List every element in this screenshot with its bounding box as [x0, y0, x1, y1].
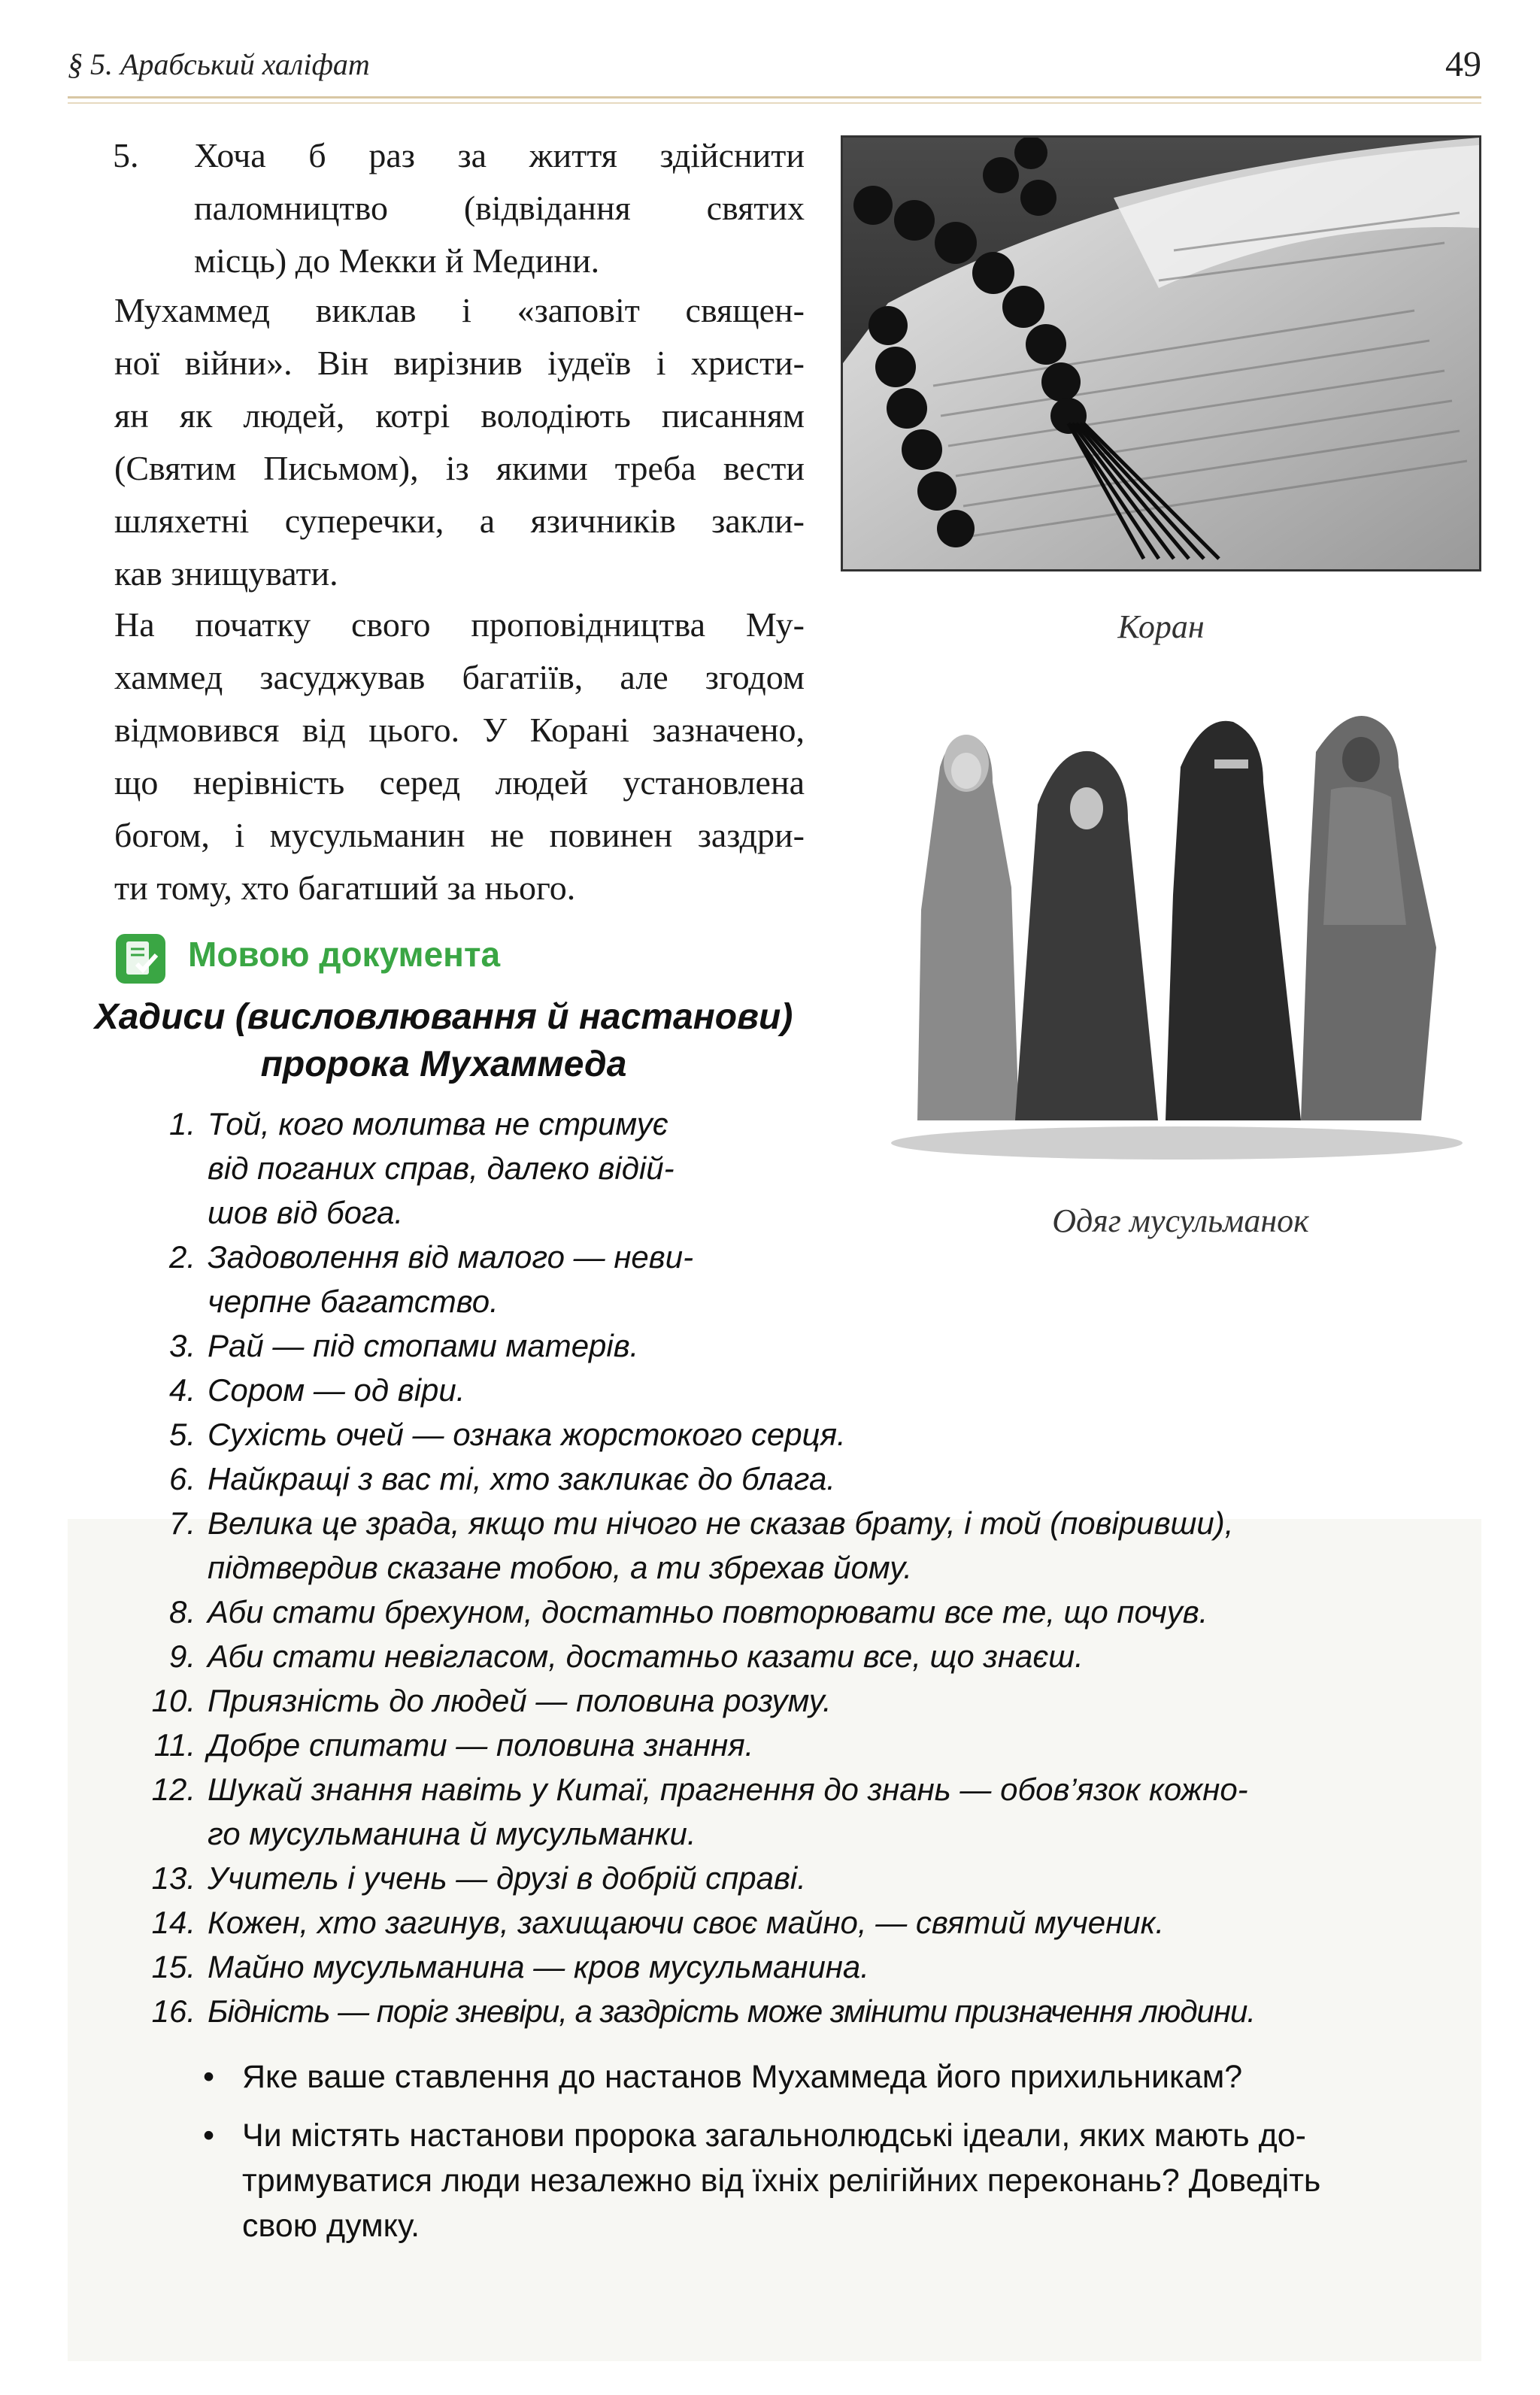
text-line: ти тому, хто багатший за нього.	[114, 869, 576, 907]
text-line: шляхетні суперечки, а язичників закли-	[114, 502, 805, 540]
list-item-text: шов від бога.	[208, 1195, 404, 1230]
list-item-text: Аби стати брехуном, достатньо повторювати все те, що почув.	[208, 1594, 1208, 1630]
list-item-text: Задоволення від малого — неви-	[208, 1239, 694, 1275]
list-item-body	[194, 129, 805, 287]
list-item-number: 15.	[151, 1949, 196, 1984]
question-text: свою думку.	[242, 2208, 420, 2244]
quran-illustration	[843, 138, 1479, 569]
text-line: кав знищувати.	[114, 554, 338, 593]
document-section-heading: Мовою документа	[188, 935, 501, 974]
text-line: відмовився від цього. У Корані зазначено,	[114, 711, 805, 749]
list-item-text: Сухість очей — ознака жорстокого серця.	[208, 1417, 846, 1452]
text-line: місць) до Мекки й Медини.	[194, 241, 600, 280]
list-item-number: 1.	[168, 1106, 196, 1141]
clothing-caption: Одяг мусульманок	[1052, 1202, 1309, 1239]
list-item-text: го мусульманина й мусульманки.	[208, 1816, 696, 1851]
list-item-number: 9.	[168, 1639, 196, 1674]
text-line: хаммед засуджував багатіїв, але згодом	[114, 658, 805, 696]
question-text: тримуватися люди незалежно від їхніх релігійних переконань? Доведіть	[242, 2163, 1321, 2199]
list-item-text: Приязність до людей — половина розуму.	[208, 1683, 832, 1718]
text-line: Мухаммед виклав і «заповіт священ-	[114, 291, 805, 329]
page-number: 49	[1445, 44, 1481, 84]
list-item-text: Шукай знання навіть у Китаї, прагнення до знань — обов’язок кожно-	[208, 1772, 1248, 1807]
list-item-text: підтвердив сказане тобою, а ти збрехав йому.	[208, 1550, 913, 1585]
list-item-text: Велика це зрада, якщо ти нічого не сказав брату, і той (повіривши),	[208, 1505, 1234, 1541]
quran-photo	[841, 135, 1481, 571]
muslim-women-clothing-photo	[880, 699, 1474, 1166]
list-item-number: 5.	[168, 1417, 196, 1452]
header-rule-secondary	[68, 102, 1481, 104]
list-item-number: 6.	[168, 1461, 196, 1496]
question-text: Яке ваше ставлення до настанов Мухаммеда його прихильникам?	[242, 2059, 1243, 2095]
text-line: ян як людей, котрі володіють писанням	[114, 396, 805, 435]
list-item-text: Сором — од віри.	[208, 1372, 465, 1408]
bullet: •	[203, 2059, 215, 2095]
list-item-number: 13.	[151, 1860, 196, 1896]
list-item-number: 11.	[153, 1727, 196, 1763]
list-item-text: Рай — під стопами матерів.	[208, 1328, 639, 1363]
quran-caption: Коран	[1117, 608, 1205, 645]
text-line: паломництво (відвідання святих	[194, 189, 805, 227]
muslim-women-illustration	[880, 699, 1474, 1166]
list-item-number: 8.	[168, 1594, 196, 1630]
document-title-line1: Хадиси (висловлювання й настанови)	[94, 997, 793, 1037]
paragraph-inequality	[114, 599, 805, 914]
list-item-number: 5.	[113, 136, 139, 174]
list-item-number: 7.	[168, 1505, 196, 1541]
text-line: (Святим Письмом), із якими треба вести	[114, 449, 805, 487]
question-text: Чи містять настанови пророка загальнолюдські ідеали, яких мають до-	[242, 2118, 1306, 2154]
list-item-number: 16.	[151, 1993, 196, 2029]
paragraph-holy-war	[114, 284, 805, 600]
text-line: що нерівність серед людей установлена	[114, 763, 805, 802]
list-item-number: 12.	[151, 1772, 196, 1807]
list-item-number: 2.	[168, 1239, 196, 1275]
list-item-text: Учитель і учень — друзі в добрій справі.	[208, 1860, 806, 1896]
list-item-text: від поганих справ, далеко відій-	[208, 1151, 675, 1186]
bullet: •	[203, 2118, 215, 2154]
list-item-text: Аби стати невігласом, достатньо казати все, що знаєш.	[208, 1639, 1084, 1674]
list-item-text: черпне багатство.	[208, 1284, 499, 1319]
document-icon	[114, 932, 167, 985]
text-line: Хоча б раз за життя здійснити	[194, 136, 805, 174]
list-item-text: Найкращі з вас ті, хто закликає до блага.	[208, 1461, 835, 1496]
header-rule	[68, 96, 1481, 99]
list-item-text: Той, кого молитва не стримує	[208, 1106, 668, 1141]
document-title-line2: пророка Мухаммеда	[260, 1044, 627, 1084]
running-header-title: § 5. Арабський халіфат	[68, 47, 370, 81]
text-line: На початку свого проповідництва Му-	[114, 605, 805, 644]
list-item-text: Добре спитати — половина знання.	[208, 1727, 754, 1763]
list-item-number: 3.	[168, 1328, 196, 1363]
list-item-number: 14.	[151, 1905, 196, 1940]
text-line: ної війни». Він вирізнив іудеїв і христи-	[114, 344, 805, 382]
list-item-text: Бідність — поріг зневіри, а заздрість може змінити призначення людини.	[208, 1993, 1256, 2029]
text-line: богом, і мусульманин не повинен заздри-	[114, 816, 805, 854]
list-item-text: Майно мусульманина — кров мусульманина.	[208, 1949, 869, 1984]
list-item-number: 4.	[168, 1372, 196, 1408]
list-item-text: Кожен, хто загинув, захищаючи своє майно, — святий мученик.	[208, 1905, 1165, 1940]
list-item-number: 10.	[151, 1683, 196, 1718]
